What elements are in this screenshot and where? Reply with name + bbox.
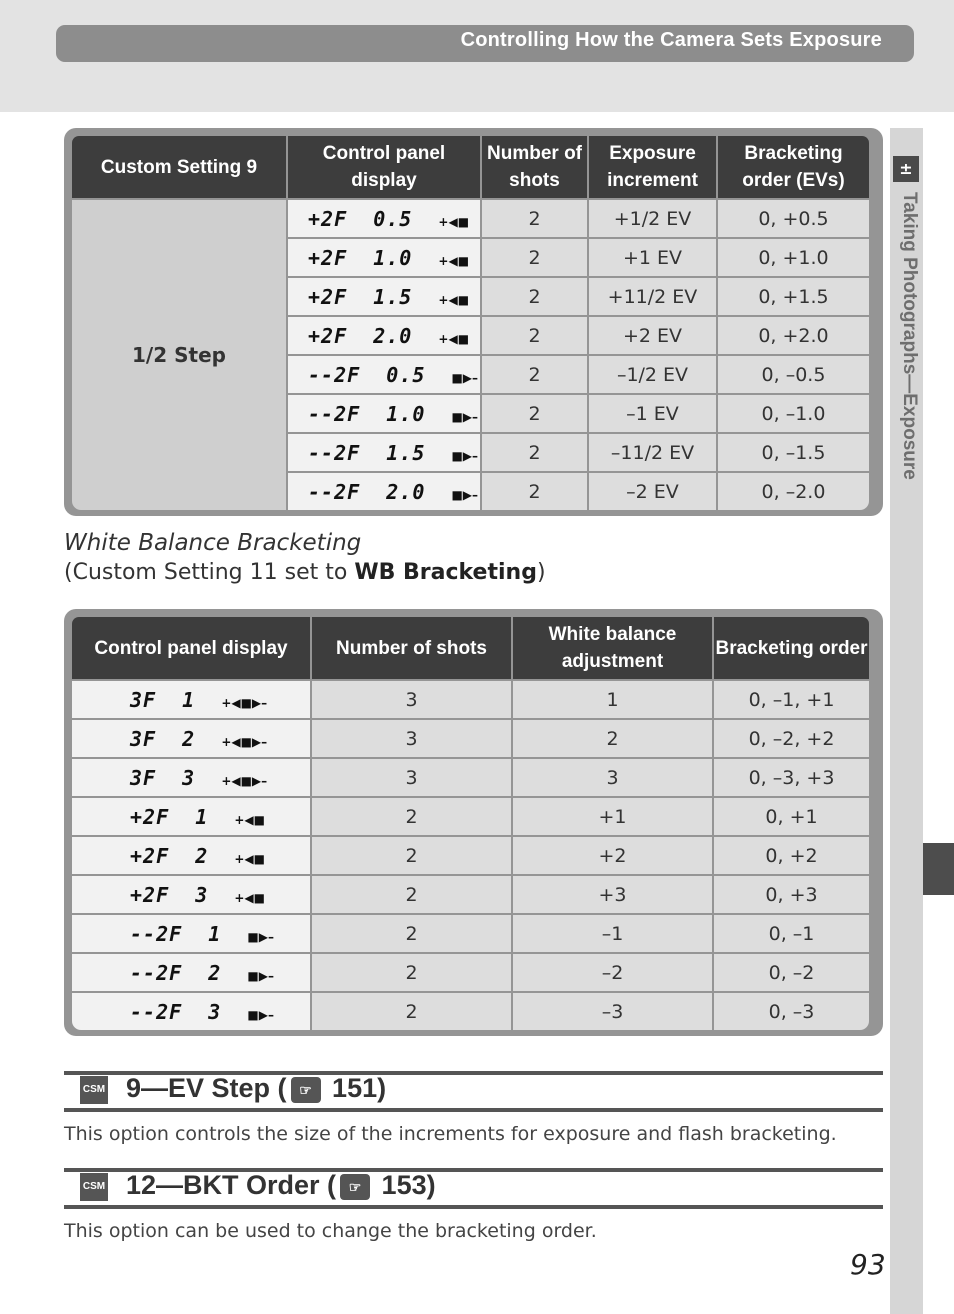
display-text: +2F 2.0 [308, 323, 413, 348]
order-cell: 0, –2 [714, 954, 869, 991]
order-cell: 0, +2 [714, 837, 869, 874]
display-text: +2F 1 [130, 804, 209, 829]
bracket-indicator-icon: ■▶– [451, 487, 479, 502]
order-cell: 0, +0.5 [718, 200, 869, 237]
table-row [72, 681, 869, 718]
display-text: 3F 3 [130, 765, 196, 790]
wb-table [70, 615, 871, 1032]
control-panel-display [72, 837, 310, 874]
increment-cell: –1/2 EV [589, 356, 716, 393]
control-panel-display [72, 681, 310, 718]
section-bkt-order-desc: This option can be used to change the bracketing order. [64, 1220, 597, 1242]
table-row [72, 954, 869, 991]
display-text: +2F 0.5 [308, 206, 413, 231]
header-wb-adjustment: White balance adjustment [513, 617, 712, 679]
display-text: 3F 1 [130, 687, 196, 712]
bracket-indicator-icon: ■▶– [451, 409, 479, 424]
shots-cell: 2 [482, 278, 587, 315]
shots-cell: 2 [482, 434, 587, 471]
control-panel-display [288, 434, 480, 471]
order-cell: 0, –3, +3 [714, 759, 869, 796]
control-panel-display [288, 278, 480, 315]
increment-cell: –2 EV [589, 473, 716, 510]
shots-cell: 2 [482, 473, 587, 510]
bracket-indicator-icon: +◀■▶– [221, 695, 268, 710]
ev-step-table [70, 134, 871, 512]
page-number: 93 [850, 1248, 886, 1281]
bracket-indicator-icon: ■▶– [451, 448, 479, 463]
side-tab-strip [890, 128, 923, 1314]
bracket-indicator-icon: ■▶– [451, 370, 479, 385]
display-text: --2F 1 [130, 921, 222, 946]
bracket-indicator-icon: +◀■ [438, 214, 470, 229]
shots-cell: 2 [312, 915, 511, 952]
increment-cell: –1 EV [589, 395, 716, 432]
header-bracketing-order: Bracketing order [714, 617, 869, 679]
control-panel-display [72, 720, 310, 757]
bracket-indicator-icon: +◀■ [234, 851, 265, 866]
page-ref-icon: ☞ [340, 1174, 370, 1200]
control-panel-display [72, 954, 310, 991]
order-cell: 0, –3 [714, 993, 869, 1030]
section-ev-step-title: CSM 9—EV Step ( ☞ 151) [80, 1073, 386, 1104]
control-panel-display [72, 993, 310, 1030]
adjust-cell: +2 [513, 837, 712, 874]
order-cell: 0, –2, +2 [714, 720, 869, 757]
display-text: --2F 1.5 [308, 440, 426, 465]
adjust-cell: 3 [513, 759, 712, 796]
shots-cell: 3 [312, 720, 511, 757]
control-panel-display [72, 798, 310, 835]
section-ev-step-desc: This option controls the size of the increments for exposure and flash bracketing. [64, 1123, 837, 1145]
order-cell: 0, +1 [714, 798, 869, 835]
control-panel-display [288, 395, 480, 432]
table-row [72, 720, 869, 757]
bracket-indicator-icon: ■▶– [247, 968, 274, 983]
bracket-indicator-icon: +◀■▶– [221, 734, 268, 749]
shots-cell: 2 [312, 993, 511, 1030]
table-row [72, 876, 869, 913]
header-number-shots: Number of shots [482, 136, 587, 198]
adjust-cell: –2 [513, 954, 712, 991]
increment-cell: +2 EV [589, 317, 716, 354]
control-panel-display [288, 473, 480, 510]
control-panel-display [288, 200, 480, 237]
display-text: +2F 1.0 [308, 245, 413, 270]
shots-cell: 2 [482, 356, 587, 393]
increment-cell: +1 EV [589, 239, 716, 276]
header-custom-setting: Custom Setting 9 [72, 136, 286, 198]
bracket-indicator-icon: ■▶– [247, 1007, 274, 1022]
bracket-indicator-icon: +◀■ [234, 812, 265, 827]
shots-cell: 2 [312, 837, 511, 874]
display-text: +2F 2 [130, 843, 209, 868]
csm-icon: CSM [80, 1173, 108, 1201]
control-panel-display [72, 876, 310, 913]
wb-bracketing-title: White Balance Bracketing [64, 530, 362, 556]
order-cell: 0, –1.5 [718, 434, 869, 471]
display-text: 3F 2 [130, 726, 196, 751]
shots-cell: 2 [482, 317, 587, 354]
page-ref-icon: ☞ [291, 1077, 321, 1103]
adjust-cell: –1 [513, 915, 712, 952]
control-panel-display [288, 239, 480, 276]
display-text: +2F 3 [130, 882, 209, 907]
adjust-cell: +3 [513, 876, 712, 913]
display-text: --2F 3 [130, 999, 222, 1024]
bracket-indicator-icon: +◀■ [438, 253, 470, 268]
order-cell: 0, –1, +1 [714, 681, 869, 718]
control-panel-display [72, 759, 310, 796]
bracket-indicator-icon: +◀■ [438, 331, 470, 346]
display-text: --2F 1.0 [308, 401, 426, 426]
bracket-indicator-icon: +◀■▶– [221, 773, 268, 788]
header-bracketing-order: Bracketing order (EVs) [718, 136, 869, 198]
order-cell: 0, –1 [714, 915, 869, 952]
header-control-panel: Control panel display [288, 136, 480, 198]
adjust-cell: –3 [513, 993, 712, 1030]
control-panel-display [72, 915, 310, 952]
ev-step-table-panel [64, 128, 883, 516]
chapter-thumb-tab [923, 843, 954, 895]
step-label: 1/2 Step [72, 200, 286, 510]
bracket-indicator-icon: +◀■ [438, 292, 470, 307]
order-cell: 0, +1.5 [718, 278, 869, 315]
bracket-indicator-icon: ■▶– [247, 929, 274, 944]
increment-cell: –11/2 EV [589, 434, 716, 471]
display-text: --2F 2.0 [308, 479, 426, 504]
wb-table-panel [64, 609, 883, 1036]
table-row [72, 798, 869, 835]
side-tab-label: Taking Photographs—Exposure [899, 192, 920, 480]
chapter-title-bar [56, 25, 914, 62]
shots-cell: 2 [482, 239, 587, 276]
chapter-title: Controlling How the Camera Sets Exposure [460, 29, 882, 51]
table-row [72, 837, 869, 874]
display-text: --2F 2 [130, 960, 222, 985]
bracket-indicator-icon: +◀■ [234, 890, 265, 905]
shots-cell: 2 [312, 876, 511, 913]
increment-cell: +11/2 EV [589, 278, 716, 315]
header-exposure-increment: Exposure increment [589, 136, 716, 198]
exposure-comp-icon: ± [893, 156, 919, 182]
section-rule-bottom [64, 1205, 883, 1209]
shots-cell: 2 [312, 798, 511, 835]
shots-cell: 2 [312, 954, 511, 991]
adjust-cell: 1 [513, 681, 712, 718]
header-control-panel-display: Control panel display [72, 617, 310, 679]
order-cell: 0, –1.0 [718, 395, 869, 432]
shots-cell: 3 [312, 759, 511, 796]
adjust-cell: 2 [513, 720, 712, 757]
order-cell: 0, +1.0 [718, 239, 869, 276]
increment-cell: +1/2 EV [589, 200, 716, 237]
display-text: --2F 0.5 [308, 362, 426, 387]
order-cell: 0, +3 [714, 876, 869, 913]
shots-cell: 2 [482, 395, 587, 432]
table-row [72, 759, 869, 796]
table-row [72, 200, 869, 237]
wb-bracketing-subtitle: (Custom Setting 11 set to WB Bracketing) [64, 560, 546, 585]
order-cell: 0, +2.0 [718, 317, 869, 354]
csm-icon: CSM [80, 1076, 108, 1104]
table-row [72, 915, 869, 952]
order-cell: 0, –2.0 [718, 473, 869, 510]
header-number-shots: Number of shots [312, 617, 511, 679]
section-bkt-order-title: CSM 12—BKT Order ( ☞ 153) [80, 1170, 436, 1201]
shots-cell: 3 [312, 681, 511, 718]
table-row [72, 993, 869, 1030]
shots-cell: 2 [482, 200, 587, 237]
display-text: +2F 1.5 [308, 284, 413, 309]
section-rule-bottom [64, 1108, 883, 1112]
control-panel-display [288, 317, 480, 354]
order-cell: 0, –0.5 [718, 356, 869, 393]
control-panel-display [288, 356, 480, 393]
adjust-cell: +1 [513, 798, 712, 835]
